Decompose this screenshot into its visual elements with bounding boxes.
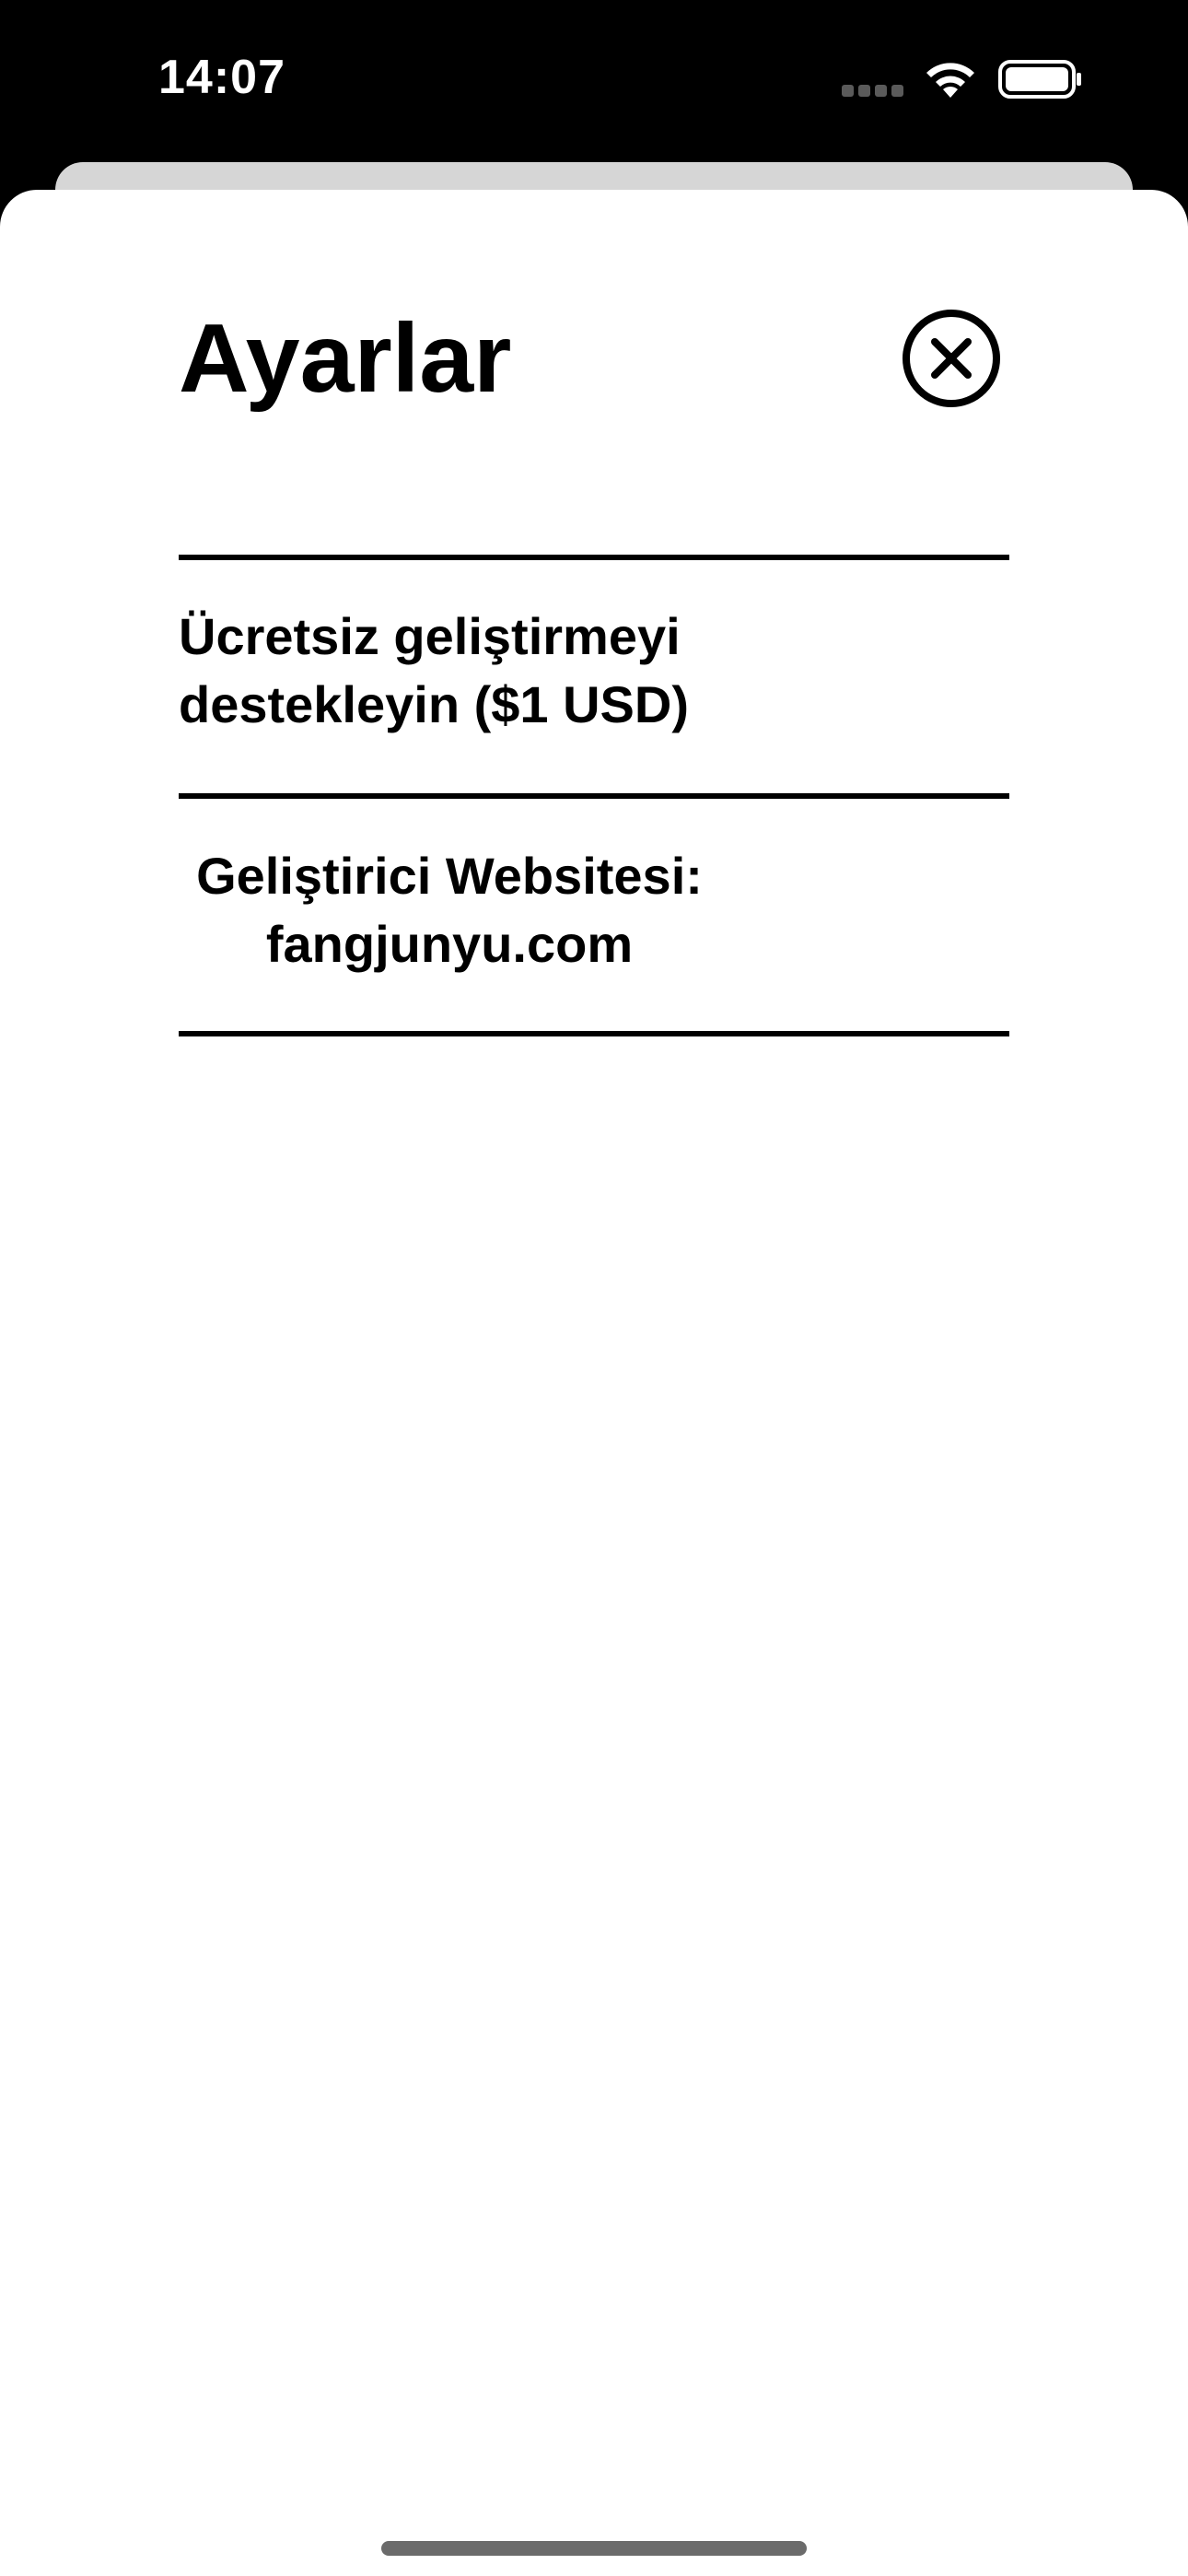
home-indicator[interactable] [381, 2541, 807, 2556]
close-button[interactable] [901, 308, 1002, 409]
battery-icon [998, 59, 1083, 100]
wifi-icon [923, 57, 978, 100]
status-bar [0, 0, 1188, 166]
support-label-line-2: destekleyin ($1 USD) [179, 675, 689, 733]
close-circle-icon [901, 308, 1002, 409]
settings-sheet [0, 190, 1188, 2576]
status-time: 14:07 [158, 51, 285, 104]
support-label-line-1: Ücretsiz geliştirmeyi [179, 607, 681, 665]
developer-website-link[interactable] [179, 842, 720, 978]
website-label-line-2: fangjunyu.com [265, 915, 634, 973]
divider-bottom [179, 1031, 1009, 1036]
divider-middle [179, 793, 1009, 799]
support-development-button[interactable] [179, 603, 1009, 739]
website-label-line-1: Geliştirici Websitesi: [196, 847, 703, 905]
signal-icon [842, 85, 904, 98]
page-title: Ayarlar [179, 304, 512, 413]
divider-top [179, 555, 1009, 560]
